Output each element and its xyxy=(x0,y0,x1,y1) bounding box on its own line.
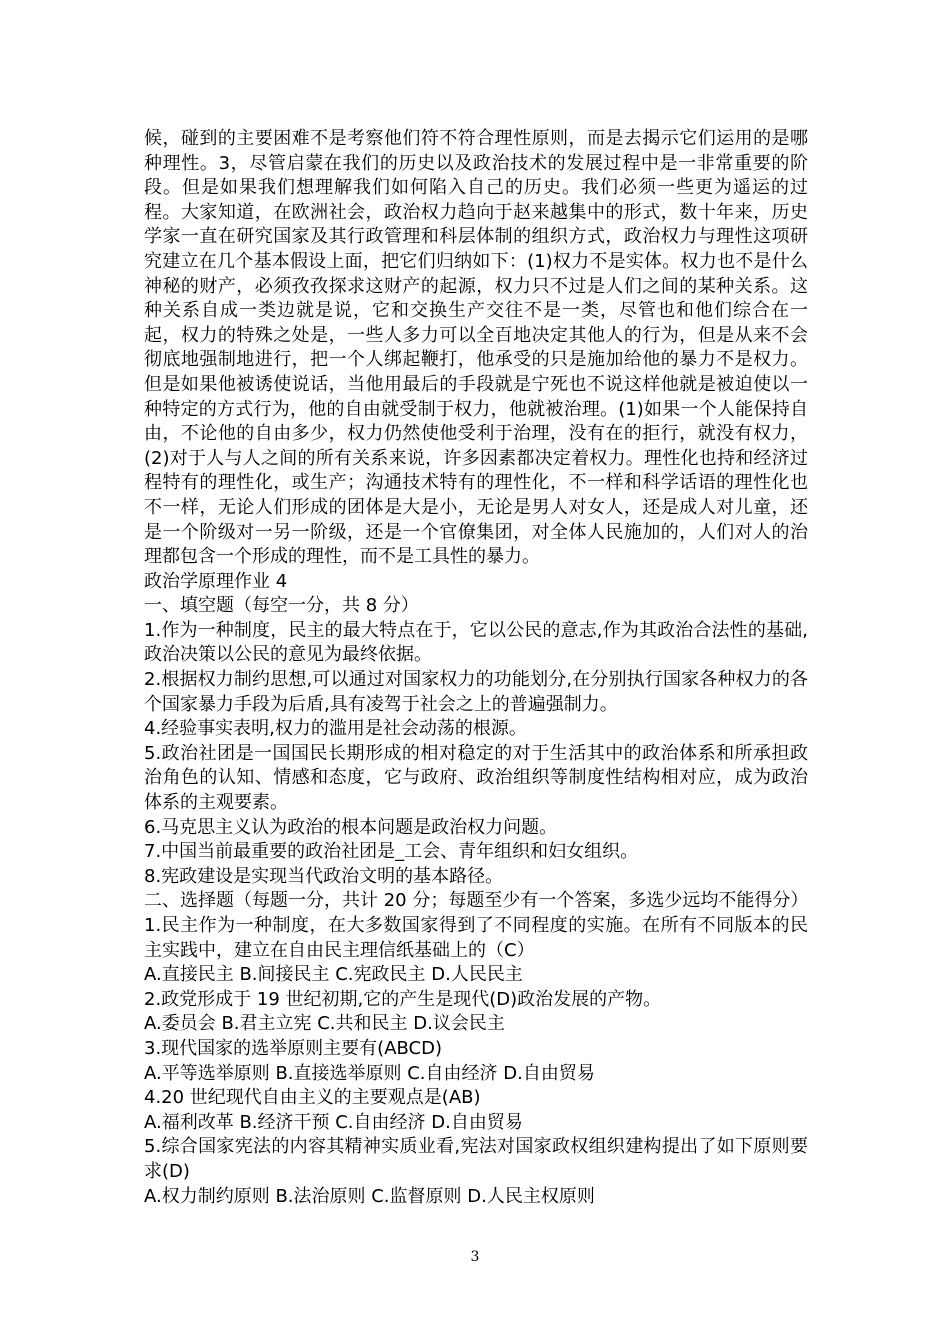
fill-blank-item-5: 5.政治社团是一国国民长期形成的相对稳定的对于生活其中的政治体系和所承担政治角色的认知、情感和态度，它与政府、政治组织等制度性结构相对应，成为政治体系的主观要素。 xyxy=(144,742,808,814)
fill-blank-item-6: 6.马克思主义认为政治的根本问题是政治权力问题。 xyxy=(144,816,558,838)
choice-options-5: A.权力制约原则 B.法治原则 C.监督原则 D.人民主权原则 xyxy=(144,1185,595,1207)
document-body xyxy=(144,127,808,1209)
fill-blank-item-4: 4.经验事实表明,权力的滥用是社会动荡的根源。 xyxy=(144,718,527,740)
fill-blank-item-1: 1.作为一种制度，民主的最大特点在于，它以公民的意志,作为其政治合法性的基础,政治决策以公民的意见为最终依据。 xyxy=(144,619,808,666)
fill-blank-item-7: 7.中国当前最重要的政治社团是_工会、青年组织和妇女组织。 xyxy=(144,841,639,863)
choice-options-3: A.平等选举原则 B.直接选举原则 C.自由经济 D.自由贸易 xyxy=(144,1062,595,1084)
section-heading-choice: 二、选择题（每题一分，共计 20 分；每题至少有一个答案，多选少远均不能得分） xyxy=(144,890,809,912)
choice-options-2: A.委员会 B.君主立宪 C.共和民主 D.议会民主 xyxy=(144,1013,505,1035)
choice-question-5: 5.综合国家宪法的内容其精神实质业看,宪法对国家政权组织建构提出了如下原则要求(D) xyxy=(144,1136,808,1182)
homework-title: 政治学原理作业 4 xyxy=(144,570,288,592)
choice-options-4: A.福利改革 B.经济干预 C.自由经济 D.自由贸易 xyxy=(144,1111,523,1133)
body-paragraph: 候，碰到的主要困难不是考察他们符不符合理性原则，而是去揭示它们运用的是哪种理性。3，尽管启蒙在我们的历史以及政治技术的发展过程中是一非常重要的阶段。但是如果我们想理解我们如何陷入自己的历史。我们必须一些更为遥运的过程。大家知道，在欧洲社会，政治权力趋向于赵来越集中的形式，数十年来，历史学家一直在研究国家及其行政管理和科层体制的组织方式，政治权力与理性这项研究建立在几个基本假设上面，把它们归纳如下：(1)权力不是实体。权力也不是什么神秘的财产，必须孜孜探求这财产的起源，权力只不过是人们之间的某种关系。这种关系自成一类边就是说，它和交换生产交往不是一类，尽管也和他们综合在一起，权力的特殊之处是，一些人多力可以全百地决定其他人的行为，但是从来不会彻底地强制地进行，把一个人绑起鞭打，他承受的只是施加给他的暴力不是权力。但是如果他被诱使说话，当他用最后的手段就是宁死也不说这样他就是被迫使以一种特定的方式行为，他的自由就受制于权力，他就被治理。(1)如果一个人能保持自由，不论他的自由多少，权力仍然使他受利于治理，没有在的拒行，就没有权力，(2)对于人与人之间的所有关系来说，许多因素都决定着权力。理性化也持和经济过程特有的理性化，或生产；沟通技术特有的理性化，不一样和科学话语的理性化也不一样，无论人们形成的团体是大是小，无论是男人对女人，还是成人对儿童，还是一个阶级对一另一阶级，还是一个官僚集团，对全体人民施加的，人们对人的治理都包含一个形成的理性，而不是工具性的暴力。 xyxy=(144,128,808,568)
fill-blank-item-8: 8.宪政建设是实现当代政治文明的基本路径。 xyxy=(144,865,504,887)
choice-options-1: A.直接民主 B.间接民主 C.宪政民主 D.人民民主 xyxy=(144,964,523,986)
choice-question-1: 1.民主作为一种制度，在大多数国家得到了不同程度的实施。在所有不同版本的民主实践中，建立在自由民主理信纸基础上的（C） xyxy=(144,915,808,961)
choice-question-4: 4.20 世纪现代自由主义的主要观点是(AB) xyxy=(144,1087,481,1109)
section-heading-fill-blank: 一、填空题（每空一分，共 8 分） xyxy=(144,595,419,617)
page-number: 3 xyxy=(470,1249,480,1265)
fill-blank-item-2: 2.根据权力制约思想,可以通过对国家权力的功能划分,在分别执行国家各种权力的各个国家暴力手段为后盾,具有凌驾于社会之上的普遍强制力。 xyxy=(144,669,808,715)
choice-question-3: 3.现代国家的选举原则主要有(ABCD) xyxy=(144,1037,442,1059)
choice-question-2: 2.政党形成于 19 世纪初期,它的产生是现代(D)政治发展的产物。 xyxy=(144,988,662,1010)
